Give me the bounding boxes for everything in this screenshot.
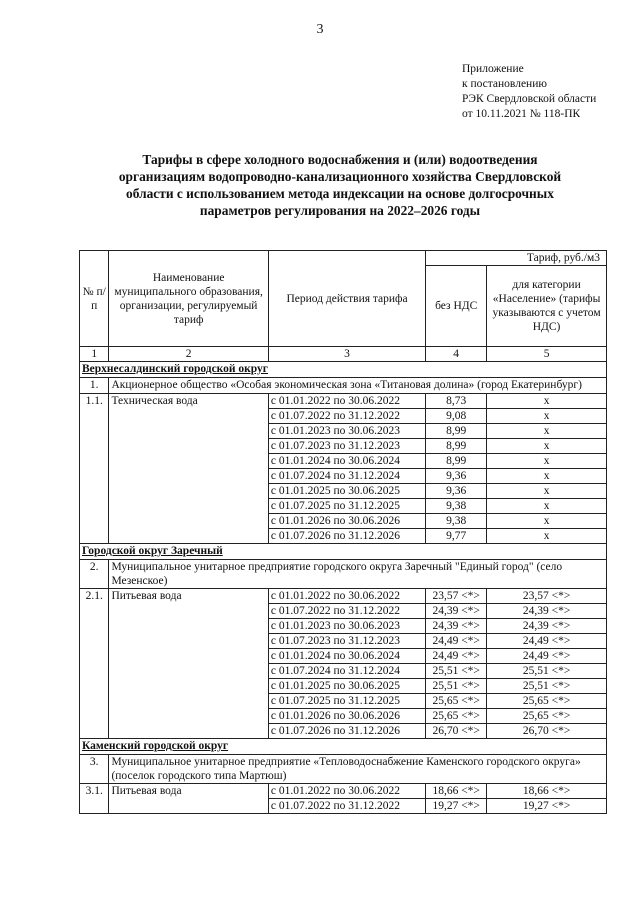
tariff-number: 2.1. — [80, 589, 109, 739]
tariff-population: 25,65 <*> — [487, 694, 607, 709]
organization-number: 1. — [80, 378, 109, 394]
header-no: № п/п — [80, 251, 109, 347]
document-title — [70, 151, 610, 219]
tariff-population: 24,39 <*> — [487, 619, 607, 634]
tariff-row — [80, 394, 607, 409]
tariff-period: с 01.07.2026 по 31.12.2026 — [268, 529, 425, 544]
tariff-period: с 01.01.2026 по 30.06.2026 — [268, 514, 425, 529]
district-name: Каменский городской округ — [80, 739, 607, 755]
tariff-no-vat: 24,39 <*> — [426, 604, 487, 619]
title-line: области с использованием метода индексации на основе долгосрочных — [126, 186, 554, 201]
tariff-name: Питьевая вода — [109, 784, 268, 814]
tariff-period: с 01.01.2022 по 30.06.2022 — [268, 784, 425, 799]
tariff-number: 1.1. — [80, 394, 109, 544]
tariff-period: с 01.07.2025 по 31.12.2025 — [268, 694, 425, 709]
tariff-no-vat: 23,57 <*> — [426, 589, 487, 604]
tariff-population: 24,49 <*> — [487, 649, 607, 664]
appendix-line: от 10.11.2021 № 118-ПК — [462, 108, 581, 120]
header-name: Наименование муниципального образования, организации, регулируемый тариф — [109, 251, 268, 347]
tariff-population: х — [487, 499, 607, 514]
district-row — [80, 362, 607, 378]
header-tariff: Тариф, руб./м3 — [426, 251, 607, 266]
tariff-period: с 01.07.2024 по 31.12.2024 — [268, 664, 425, 679]
tariff-no-vat: 24,49 <*> — [426, 649, 487, 664]
tariff-period: с 01.07.2022 по 31.12.2022 — [268, 799, 425, 814]
district-row — [80, 739, 607, 755]
tariff-period: с 01.07.2022 по 31.12.2022 — [268, 604, 425, 619]
appendix-block — [462, 62, 596, 122]
tariff-name: Питьевая вода — [109, 589, 268, 739]
tariff-period: с 01.01.2022 по 30.06.2022 — [268, 589, 425, 604]
column-number: 5 — [487, 347, 607, 362]
district-name: Городской округ Заречный — [80, 544, 607, 560]
appendix-line: к постановлению — [462, 78, 547, 90]
tariff-population: х — [487, 514, 607, 529]
column-number: 3 — [268, 347, 425, 362]
tariff-no-vat: 8,99 — [426, 454, 487, 469]
title-line: Тарифы в сфере холодного водоснабжения и (или) водоотведения — [142, 152, 538, 167]
tariff-number: 3.1. — [80, 784, 109, 814]
tariff-name: Техническая вода — [109, 394, 268, 544]
tariff-period: с 01.07.2023 по 31.12.2023 — [268, 439, 425, 454]
tariff-no-vat: 19,27 <*> — [426, 799, 487, 814]
tariff-population: х — [487, 484, 607, 499]
organization-name: Муниципальное унитарное предприятие «Тепловодоснабжение Каменского городского округа» (поселок городского типа Мартюш) — [109, 755, 607, 784]
appendix-line: РЭК Свердловской области — [462, 93, 597, 105]
tariff-period: с 01.01.2024 по 30.06.2024 — [268, 649, 425, 664]
tariff-no-vat: 8,73 — [426, 394, 487, 409]
tariff-population: 18,66 <*> — [487, 784, 607, 799]
tariff-period: с 01.01.2025 по 30.06.2025 — [268, 679, 425, 694]
tariff-no-vat: 8,99 — [426, 439, 487, 454]
tariff-period: с 01.01.2023 по 30.06.2023 — [268, 424, 425, 439]
organization-number: 2. — [80, 560, 109, 589]
tariff-no-vat: 9,36 — [426, 484, 487, 499]
tariff-no-vat: 9,77 — [426, 529, 487, 544]
district-name: Верхнесалдинский городской округ — [80, 362, 607, 378]
tariff-population: 25,65 <*> — [487, 709, 607, 724]
tariff-no-vat: 9,38 — [426, 499, 487, 514]
tariff-period: с 01.01.2023 по 30.06.2023 — [268, 619, 425, 634]
column-number: 1 — [80, 347, 109, 362]
header-no-vat: без НДС — [426, 266, 487, 347]
tariff-period: с 01.01.2022 по 30.06.2022 — [268, 394, 425, 409]
tariff-period: с 01.07.2026 по 31.12.2026 — [268, 724, 425, 739]
tariff-row — [80, 589, 607, 604]
tariff-population: х — [487, 454, 607, 469]
page-number: 3 — [316, 22, 324, 37]
title-line: организациям водопроводно-канализационного хозяйства Свердловской — [118, 169, 562, 184]
tariff-period: с 01.01.2026 по 30.06.2026 — [268, 709, 425, 724]
tariff-no-vat: 24,49 <*> — [426, 634, 487, 649]
tariff-population: х — [487, 469, 607, 484]
tariff-no-vat: 9,36 — [426, 469, 487, 484]
tariff-period: с 01.07.2022 по 31.12.2022 — [268, 409, 425, 424]
tariff-no-vat: 25,51 <*> — [426, 664, 487, 679]
tariff-period: с 01.01.2024 по 30.06.2024 — [268, 454, 425, 469]
header-period: Период действия тарифа — [268, 251, 425, 347]
organization-name: Муниципальное унитарное предприятие городского округа Заречный "Единый город" (село Мезенское) — [109, 560, 607, 589]
tariff-population: 24,49 <*> — [487, 634, 607, 649]
tariff-period: с 01.07.2024 по 31.12.2024 — [268, 469, 425, 484]
table-body — [80, 347, 607, 814]
tariff-population: 25,51 <*> — [487, 664, 607, 679]
tariff-period: с 01.07.2025 по 31.12.2025 — [268, 499, 425, 514]
tariff-population: 23,57 <*> — [487, 589, 607, 604]
tariff-no-vat: 9,38 — [426, 514, 487, 529]
organization-name: Акционерное общество «Особая экономическая зона «Титановая долина» (город Екатеринбург) — [109, 378, 607, 394]
tariff-population: х — [487, 394, 607, 409]
tariff-period: с 01.07.2023 по 31.12.2023 — [268, 634, 425, 649]
district-row — [80, 544, 607, 560]
tariff-population: 24,39 <*> — [487, 604, 607, 619]
tariff-no-vat: 25,65 <*> — [426, 694, 487, 709]
tariff-no-vat: 26,70 <*> — [426, 724, 487, 739]
tariff-row — [80, 784, 607, 799]
organization-number: 3. — [80, 755, 109, 784]
tariff-population: 26,70 <*> — [487, 724, 607, 739]
tariff-population: х — [487, 424, 607, 439]
organization-row — [80, 378, 607, 394]
appendix-line: Приложение — [462, 63, 524, 75]
tariff-population: х — [487, 409, 607, 424]
tariff-population: 25,51 <*> — [487, 679, 607, 694]
tariff-population: 19,27 <*> — [487, 799, 607, 814]
tariff-table — [79, 250, 607, 814]
header-population: для категории «Население» (тарифы указываются с учетом НДС) — [487, 266, 607, 347]
tariff-no-vat: 25,65 <*> — [426, 709, 487, 724]
tariff-population: х — [487, 439, 607, 454]
title-line: параметров регулирования на 2022–2026 годы — [199, 203, 481, 218]
column-numbers-row — [80, 347, 607, 362]
tariff-no-vat: 24,39 <*> — [426, 619, 487, 634]
tariff-no-vat: 25,51 <*> — [426, 679, 487, 694]
tariff-period: с 01.01.2025 по 30.06.2025 — [268, 484, 425, 499]
tariff-population: х — [487, 529, 607, 544]
tariff-no-vat: 8,99 — [426, 424, 487, 439]
tariff-no-vat: 9,08 — [426, 409, 487, 424]
tariff-no-vat: 18,66 <*> — [426, 784, 487, 799]
column-number: 4 — [426, 347, 487, 362]
organization-row — [80, 755, 607, 784]
column-number: 2 — [109, 347, 268, 362]
organization-row — [80, 560, 607, 589]
